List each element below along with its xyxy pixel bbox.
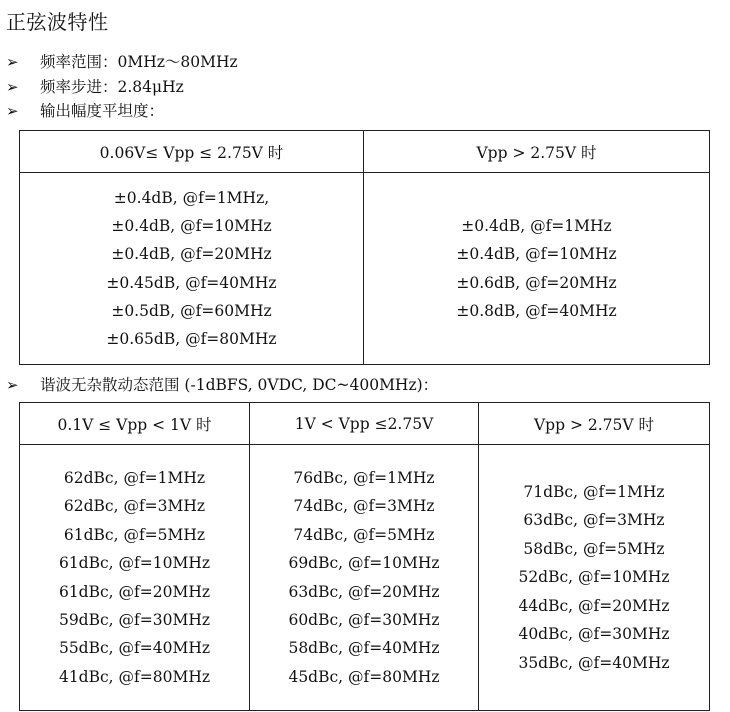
spec-line: ±0.4dB, @f=10MHz (111, 216, 272, 235)
spec-line: 76dBc, @f=1MHz (293, 468, 435, 487)
spec-line: 69dBc, @f=10MHz (288, 554, 440, 573)
flatness-header-high: Vpp > 2.75V 时 (364, 131, 710, 173)
spec-line: 62dBc, @f=3MHz (63, 497, 206, 516)
spec-line: ±0.4dB, @f=10MHz (456, 245, 617, 264)
sfdr-header-high: Vpp > 2.75V 时 (479, 403, 710, 445)
spec-line: 71dBc, @f=1MHz (523, 483, 665, 502)
flatness-cell-high (364, 173, 710, 365)
spec-line: ±0.6dB, @f=20MHz (456, 273, 617, 292)
sfdr-cell-mid (250, 445, 479, 711)
bullet-text: 频率步进：2.84μHz (40, 78, 184, 96)
spec-line: 58dBc, @f=40MHz (288, 639, 440, 658)
spec-line: 41dBc, @f=80MHz (58, 667, 211, 686)
spec-line: 61dBc, @f=20MHz (58, 582, 211, 601)
sfdr-header-mid: 1V < Vpp ≤2.75V (250, 403, 479, 445)
spec-line: 40dBc, @f=30MHz (518, 625, 670, 644)
spec-line: 61dBc, @f=10MHz (58, 554, 211, 573)
spec-line: ±0.4dB, @f=1MHz (461, 216, 612, 235)
spec-line: 61dBc, @f=5MHz (63, 525, 206, 544)
arrowhead-bullet-icon: ➢ (6, 102, 19, 120)
spec-line: 58dBc, @f=5MHz (523, 539, 665, 558)
spec-line: ±0.5dB, @f=60MHz (111, 301, 272, 320)
spec-line: ±0.65dB, @f=80MHz (106, 330, 277, 349)
spec-line: ±0.45dB, @f=40MHz (106, 273, 277, 292)
sfdr-table (19, 402, 710, 711)
sfdr-list-high (518, 478, 669, 677)
flatness-list-high (456, 212, 616, 325)
flatness-list-low (106, 184, 276, 354)
spec-line: 74dBc, @f=5MHz (293, 525, 435, 544)
sfdr-cell-low (20, 445, 250, 711)
spec-line: 45dBc, @f=80MHz (288, 667, 440, 686)
bullet-sfdr (6, 375, 438, 395)
spec-line: 63dBc, @f=3MHz (523, 511, 665, 530)
bullet-frequency-range (6, 52, 238, 72)
spec-line: 59dBc, @f=30MHz (58, 610, 211, 629)
bullet-text: 谐波无杂散动态范围 (-1dBFS, 0VDC, DC~400MHz)： (40, 376, 439, 394)
spec-line: 35dBc, @f=40MHz (518, 653, 670, 672)
spec-line: ±0.4dB, @f=1MHz, (113, 188, 270, 207)
spec-line: 55dBc, @f=40MHz (58, 639, 211, 658)
spec-line: 62dBc, @f=1MHz (63, 468, 206, 487)
spec-line: 52dBc, @f=10MHz (518, 568, 670, 587)
arrowhead-bullet-icon: ➢ (6, 53, 19, 71)
bullet-text: 频率范围：0MHz～80MHz (40, 53, 238, 71)
flatness-cell-low (20, 173, 364, 365)
flatness-table (19, 130, 710, 365)
spec-line: 74dBc, @f=3MHz (293, 497, 435, 516)
spec-line: 63dBc, @f=20MHz (288, 582, 440, 601)
page-title: 正弦波特性 (6, 10, 109, 34)
spec-line: ±0.4dB, @f=20MHz (111, 245, 272, 264)
flatness-header-low: 0.06V≤ Vpp ≤ 2.75V 时 (20, 131, 364, 173)
bullet-amplitude-flatness (6, 101, 164, 121)
sfdr-list-low (59, 464, 210, 691)
spec-line: 60dBc, @f=30MHz (288, 610, 440, 629)
bullet-frequency-step (6, 77, 184, 97)
sfdr-cell-high (479, 445, 710, 711)
bullet-text: 输出幅度平坦度： (40, 102, 165, 120)
sfdr-list-mid (288, 464, 439, 691)
arrowhead-bullet-icon: ➢ (6, 78, 19, 96)
arrowhead-bullet-icon: ➢ (6, 376, 19, 394)
spec-line: ±0.8dB, @f=40MHz (456, 301, 617, 320)
sfdr-header-low: 0.1V ≤ Vpp < 1V 时 (20, 403, 250, 445)
spec-line: 44dBc, @f=20MHz (518, 596, 670, 615)
